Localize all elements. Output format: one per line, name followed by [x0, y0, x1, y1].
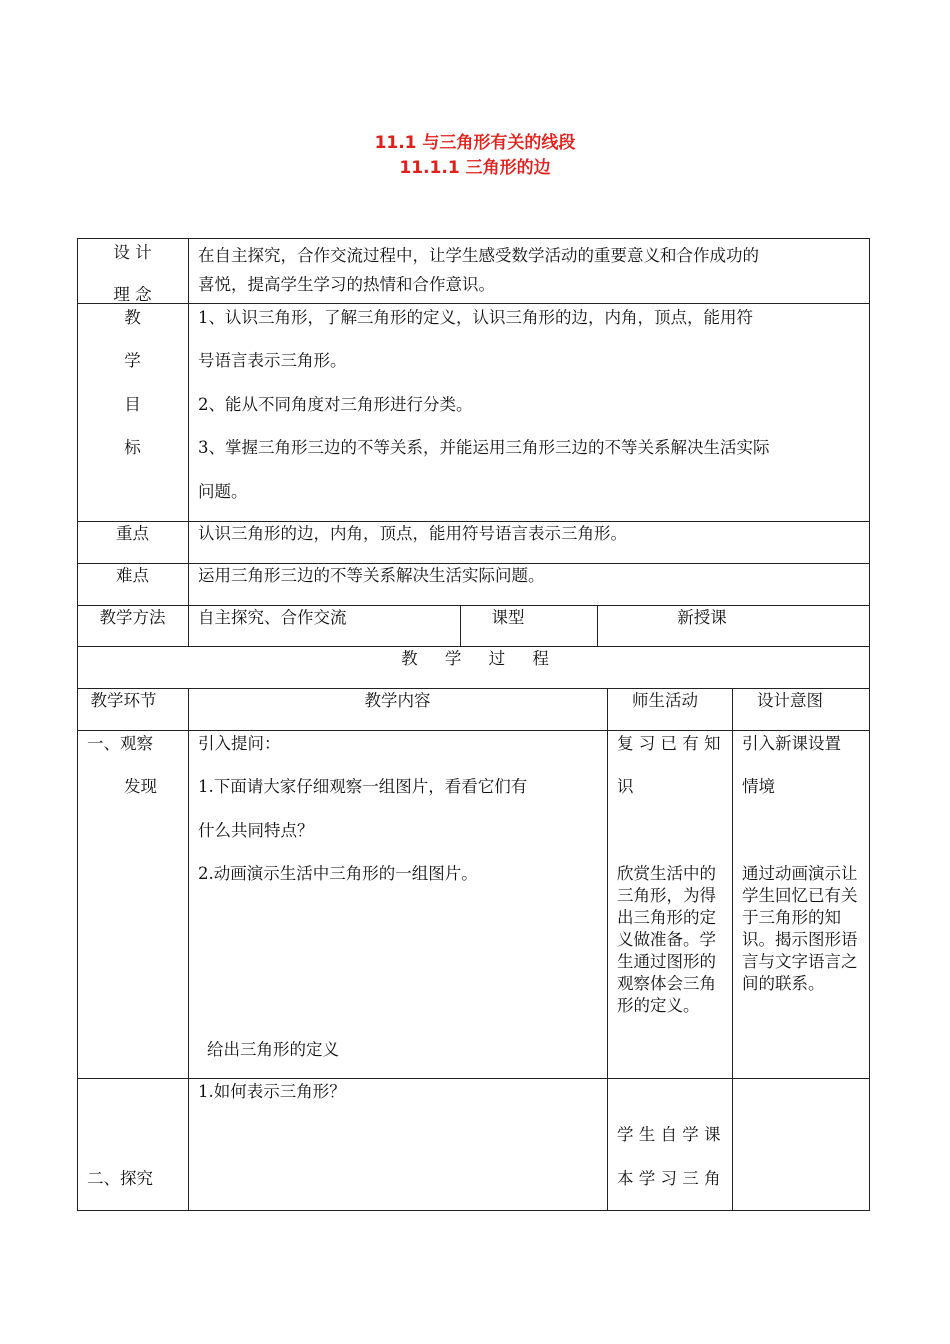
key-text: 认识三角形的边，内角，顶点，能用符号语言表示三角形。 — [198, 524, 627, 543]
design-text-line2: 喜悦，提高学生学习的热情和合作意识。 — [198, 275, 495, 294]
key-label: 重点 — [116, 524, 149, 543]
type-value: 新授课 — [677, 608, 727, 627]
stage2-name: 二、探究 — [87, 1169, 153, 1188]
stage1-intent-a-line2: 情境 — [742, 777, 775, 796]
row-divider — [77, 730, 870, 731]
row-divider — [77, 646, 870, 647]
stage1-activity-a-line2: 识 — [617, 777, 634, 796]
table-border-top — [77, 238, 870, 239]
stage1-activity-b: 欣赏生活中的三角形，为得出三角形的定义做准备。学生通过图形的观察体会三角形的定义。 — [617, 864, 716, 1015]
goal-item: 3、掌握三角形三边的不等关系，并能运用三角形三边的不等关系解决生活实际 — [198, 438, 770, 457]
row-divider — [77, 688, 870, 689]
table-border-bottom — [77, 1210, 870, 1211]
row-divider — [77, 521, 870, 522]
column-header: 设计意图 — [757, 691, 823, 710]
design-text-line1: 在自主探究，合作交流过程中，让学生感受数学活动的重要意义和合作成功的 — [198, 246, 759, 265]
col-divider — [188, 238, 189, 647]
stage2-activity-line2: 本 学 习 三 角 — [617, 1169, 721, 1188]
method-label: 教学方法 — [99, 608, 166, 627]
lesson-title: 11.1 与三角形有关的线段 — [374, 133, 576, 153]
row-divider — [77, 1078, 870, 1079]
stage1-content-line: 给出三角形的定义 — [207, 1040, 339, 1059]
stage1-intent-b: 通过动画演示让学生回忆已有关于三角形的知识。揭示图形语言与文字语言之间的联系。 — [742, 864, 858, 993]
stage1-intent-a-line1: 引入新课设置 — [742, 734, 841, 753]
goal-item: 1、认识三角形，了解三角形的定义，认识三角形的边，内角，顶点，能用符 — [198, 308, 753, 327]
goal-item: 问题。 — [198, 482, 248, 501]
stage2-content: 1.如何表示三角形？ — [198, 1082, 346, 1101]
stage1-content-line: 什么共同特点？ — [198, 821, 314, 840]
col-divider — [732, 688, 733, 1211]
goals-label-char: 教 — [124, 308, 141, 327]
stage2-activity-line1: 学 生 自 学 课 — [617, 1125, 721, 1144]
stage1-content-line: 1.下面请大家仔细观察一组图片，看看它们有 — [198, 777, 528, 796]
difficulty-label: 难点 — [116, 566, 149, 585]
design-label-line1: 设 计 — [113, 243, 152, 262]
difficulty-text: 运用三角形三边的不等关系解决生活实际问题。 — [198, 566, 545, 585]
goals-label-char: 标 — [124, 438, 141, 457]
type-label: 课型 — [491, 608, 525, 627]
method-value: 自主探究、合作交流 — [198, 608, 347, 627]
table-border-right — [869, 238, 870, 1211]
stage1-name-line1: 一、观察 — [87, 734, 153, 753]
stage1-content-line: 2.动画演示生活中三角形的一组图片。 — [198, 864, 478, 883]
row-divider — [77, 563, 870, 564]
design-label-line2: 理 念 — [113, 285, 152, 304]
column-header: 教学环节 — [90, 691, 157, 710]
row-divider — [77, 605, 870, 606]
table-border-left — [77, 238, 78, 1211]
goal-item: 2、能从不同角度对三角形进行分类。 — [198, 395, 473, 414]
lesson-subtitle: 11.1.1 三角形的边 — [399, 158, 551, 178]
process-header: 教 学 过 程 — [401, 649, 549, 668]
col-divider — [607, 688, 608, 1211]
column-header: 教学内容 — [364, 691, 431, 710]
goals-label-char: 学 — [124, 351, 141, 370]
stage1-name-line2: 发现 — [124, 777, 157, 796]
row-divider — [77, 303, 870, 304]
stage1-activity-a-line1: 复 习 已 有 知 — [617, 734, 721, 753]
column-header: 师生活动 — [632, 691, 698, 710]
goal-item: 号语言表示三角形。 — [198, 351, 347, 370]
goals-label-char: 目 — [124, 395, 141, 414]
col-divider — [188, 688, 189, 1211]
stage1-content-line: 引入提问： — [198, 734, 281, 753]
